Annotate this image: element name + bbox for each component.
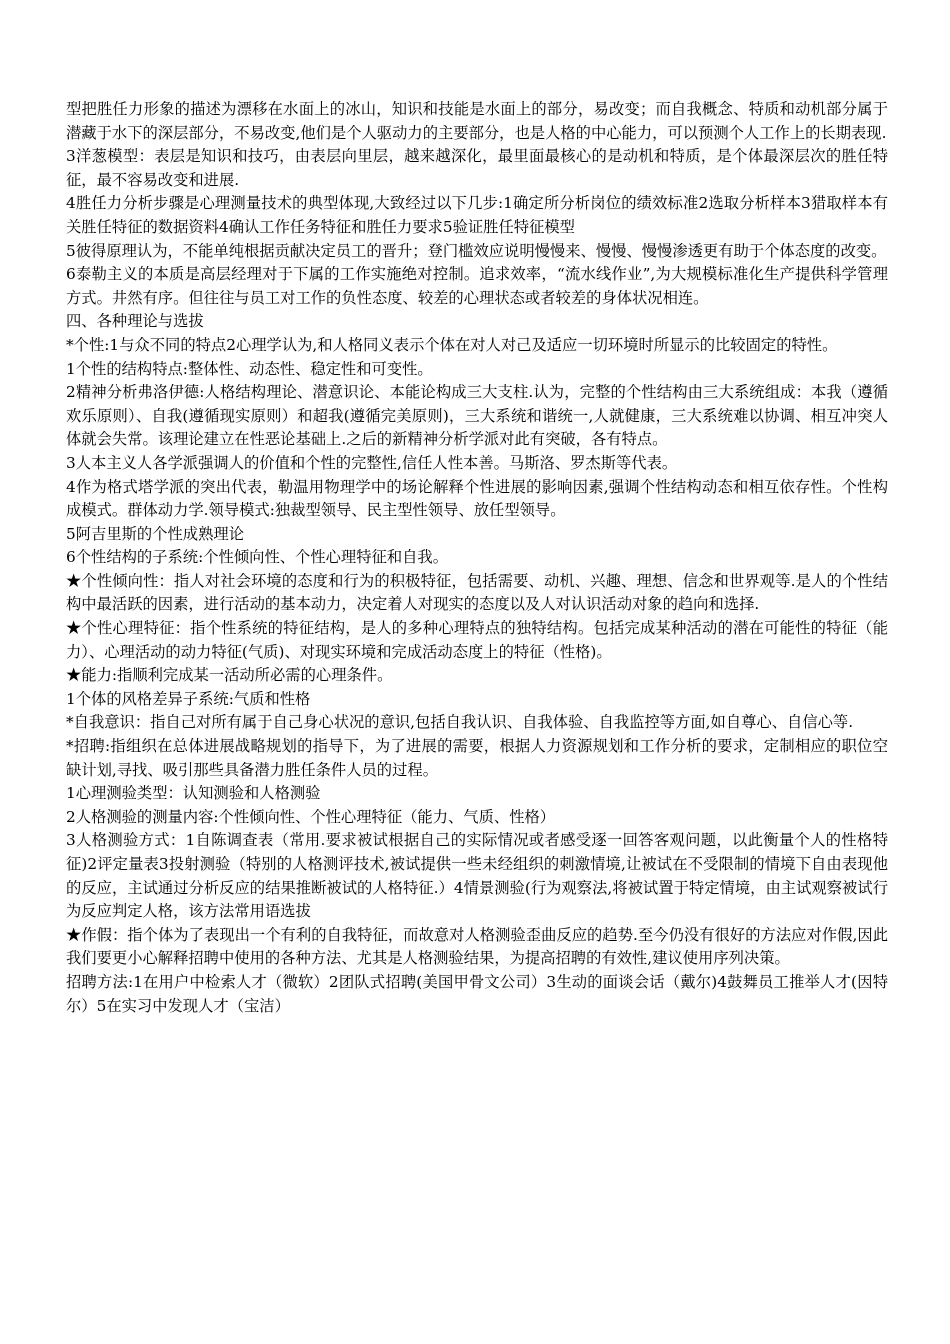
paragraph-personality-traits: ★个性心理特征：指个性系统的特征结构，是人的多种心理特点的独特结构。包括完成某种活动的潜在可能性的特征（能力）、心理活动的动力特征(气质)、对现实环境和完成活动态度上的特征（性格)。 [66,619,888,661]
paragraph-test-content: 2人格测验的测量内容:个性倾向性、个性心理特征（能力、气质、性格） [66,807,556,826]
paragraph-personality-structure: 1个性的结构特点:整体性、动态性、稳定性和可变性。 [66,359,433,378]
paragraph-style-difference: 1个体的风格差异子系统:气质和性格 [66,689,311,708]
paragraph-personality-tendency: ★个性倾向性：指人对社会环境的态度和行为的积极特征，包括需要、动机、兴趣、理想、信念和世界观等.是人的个性结构中最活跃的因素，进行活动的基本动力，决定着人对现实的态度以及人对认识活动对象的趋向和选择. [66,571,888,614]
paragraph-onion-model: 3洋葱模型：表层是知识和技巧，由表层向里层，越来越深化，最里面最核心的是动机和特质，是个体最深层次的胜任特征，最不容易改变和进展. [66,147,888,189]
section-heading-theories: 四、各种理论与选拔 [66,312,204,331]
paragraph-test-types: 1心理测验类型：认知测验和人格测验 [66,784,321,803]
paragraph-test-methods: 3人格测验方式：1自陈调查表（常用.要求被试根据自己的实际情况或者感受逐一回答客观问题，以此衡量个人的性格特征)2评定量表3投射测验（特别的人格测评技术,被试提供一些未经组织的刺激情境,让被试在不受限制的情境下自由表现他的反应，主试通过分析反应的结果推断被试的人格特征.）4情景测验(行为观察法,将被试置于特定情境，由主试观察被试行为反应判定人格，该方法常用语选拔 [66,831,888,921]
paragraph-taylorism: 6泰勒主义的本质是高层经理对于下属的工作实施绝对控制。追求效率，“流水线作业”,为大规模标准化生产提供科学管理方式。井然有序。但往往与员工对工作的负性态度、较差的心理状态或者较差的身体状况相连。 [66,265,888,307]
document-body [66,98,888,1018]
paragraph-lewin: 4作为格式塔学派的突出代表，勒温用物理学中的场论解释个性进展的影响因素,强调个性结构动态和相互依存性。个性构成模式。群体动力学.领导模式:独裁型领导、民主型性领导、放任型领导。 [66,477,888,520]
paragraph-subsystems: 6个性结构的子系统:个性倾向性、个性心理特征和自我。 [66,548,449,567]
paragraph-humanism: 3人本主义人各学派强调人的价值和个性的完整性,信任人性本善。马斯洛、罗杰斯等代表。 [66,453,678,472]
paragraph-freud: 2精神分析弗洛伊德:人格结构理论、潜意识论、本能论构成三大支柱.认为，完整的个性结构由三大系统组成：本我（遵循欢乐原则）、自我(遵循现实原则）和超我(遵循完美原则)，三大系统和谐统一,人就健康，三大系统难以协调、相互冲突人体就会失常。该理论建立在性恶论基础上.之后的新精神分析学派对此有突破，各有特点。 [66,383,888,449]
paragraph-recruitment-methods: 招聘方法:1在用户中检索人才（微软）2团队式招聘(美国甲骨文公司）3生动的面谈会话（戴尔)4鼓舞员工推举人才(因特尔）5在实习中发现人才（宝洁） [66,972,888,1015]
paragraph-peter-principle: 5彼得原理认为，不能单纯根据贡献决定员工的晋升；登门槛效应说明慢慢来、慢慢、慢慢渗透更有助于个体态度的改变。 [66,241,887,260]
paragraph-competency-steps: 4胜任力分析步骤是心理测量技术的典型体现,大致经过以下几步:1确定所分析岗位的绩效标准2选取分析样本3猎取样本有关胜任特征的数据资料4确认工作任务特征和胜任力要求5验证胜任特征模型 [66,194,888,236]
paragraph-personality-definition: *个性:1与众不同的特点2心理学认为,和人格同义表示个体在对人对己及适应一切环境时所显示的比较固定的特性。 [66,335,838,354]
paragraph-self-awareness: *自我意识：指自己对所有属于自己身心状况的意识,包括自我认识、自我体验、自我监控等方面,如自尊心、自信心等. [66,713,854,732]
paragraph-iceberg-model: 型把胜任力形象的描述为漂移在水面上的冰山，知识和技能是水面上的部分，易改变；而自我概念、特质和动机部分属于潜藏于水下的深层部分，不易改变,他们是个人驱动力的主要部分，也是人格的中心能力，可以预测个人工作上的长期表现. [66,100,888,142]
paragraph-faking: ★作假：指个体为了表现出一个有利的自我特征，而故意对人格测验歪曲反应的趋势.至今仍没有很好的方法应对作假,因此我们要更小心解释招聘中使用的各种方法、尤其是人格测验结果，为提高招聘的有效性,建议使用序列决策。 [66,925,888,968]
paragraph-argyris: 5阿吉里斯的个性成熟理论 [66,524,244,543]
paragraph-recruitment: *招聘:指组织在总体进展战略规划的指导下，为了进展的需要，根据人力资源规划和工作分析的要求，定制相应的职位空缺计划,寻找、吸引那些具备潜力胜任条件人员的过程。 [66,737,888,779]
paragraph-ability: ★能力:指顺利完成某一活动所必需的心理条件。 [66,666,393,685]
